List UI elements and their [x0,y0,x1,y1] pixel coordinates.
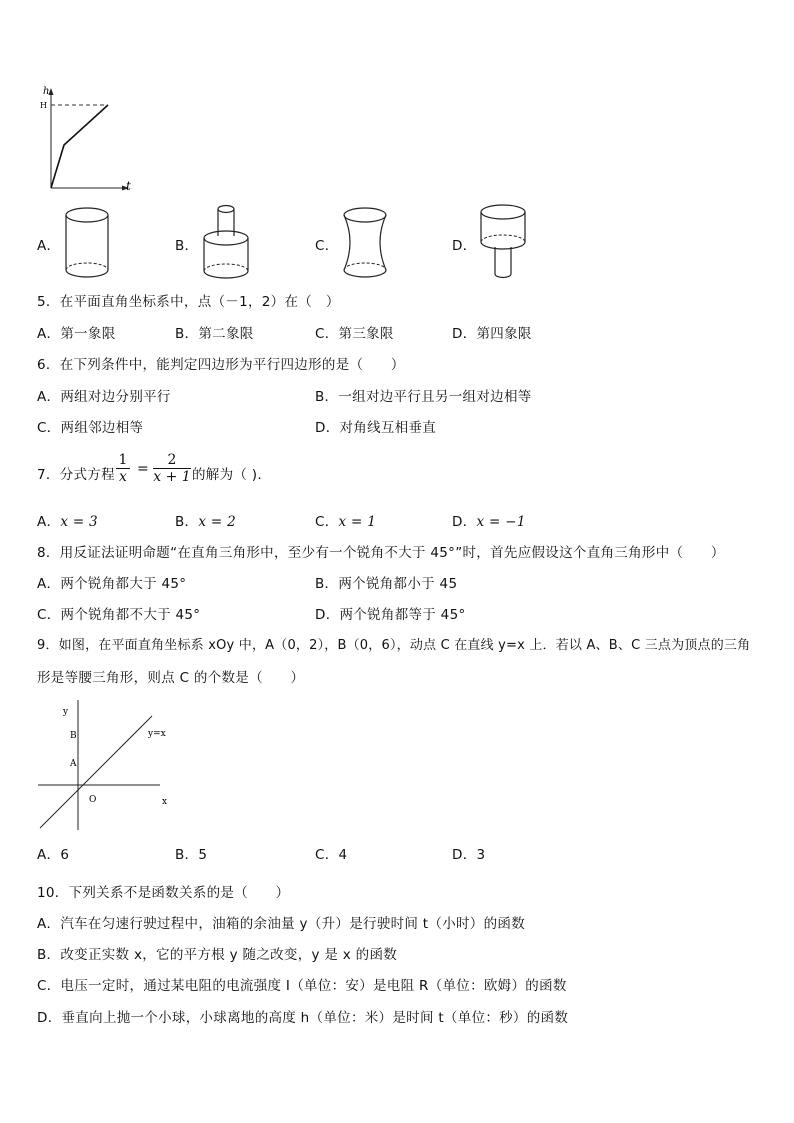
origin-label: O [89,795,97,805]
q9-stem-line2: 形是等腰三角形，则点 C 的个数是（ ） [37,670,305,686]
q6-stem: 6．在下列条件中，能判定四边形为平行四边形的是（ ） [37,357,405,373]
q8-option-c: C．两个锐角都不大于 45° [37,607,201,623]
t-axis-label: t [126,179,131,193]
stepped-container-narrow-top-icon [197,200,255,282]
q7-fraction-1 [116,452,130,485]
q9-option-c: C．4 [315,847,348,863]
q10-option-c: C．电压一定时，通过某电阻的电流强度 I（单位：安）是电阻 R（单位：欧姆）的函数 [37,978,567,994]
y-axis-label: y [63,707,69,717]
q7-suffix: 的解为（ ). [192,467,262,483]
q4-option-b-label: B． [175,238,199,254]
q7-option-a: A．x = 3 [37,514,98,530]
q5-option-b: B．第二象限 [175,326,254,342]
line-y-equals-x-label: y=x [148,729,166,739]
q8-option-b: B．两个锐角都小于 45 [315,576,458,592]
stepped-container-narrow-bottom-icon [474,202,532,282]
q10-option-a: A．汽车在匀速行驶过程中，油箱的余油量 y（升）是行驶时间 t（小时）的函数 [37,916,525,932]
q7-fraction-2 [153,452,191,485]
q6-option-b: B．一组对边平行且另一组对边相等 [315,389,532,405]
fraction-denominator: x + 1 [153,469,191,485]
q4-option-d-label: D． [452,238,477,254]
q10-stem: 10．下列关系不是函数关系的是（ ） [37,885,290,901]
q5-option-d: D．第四象限 [452,326,532,342]
q8-option-d: D．两个锐角都等于 45° [315,607,466,623]
q6-option-d: D．对角线互相垂直 [315,420,437,436]
H-label: H [40,101,47,110]
q7-prefix: 7．分式方程 [37,467,115,483]
q8-stem: 8．用反证法证明命题“在直角三角形中，至少有一个锐角不大于 45°”时，首先应假设这个直角三角形中（ ） [37,545,725,561]
q7-equals: = [137,461,149,477]
q6-option-a: A．两组对边分别平行 [37,389,171,405]
q9-coordinate-graph [34,696,174,832]
q9-stem-line1: 9．如图，在平面直角坐标系 xOy 中，A（0，2），B（0，6），动点 C 在直线 y=x 上．若以 A、B、C 三点为顶点的三角 [37,638,751,653]
q4-option-c-label: C． [315,238,339,254]
x-axis-label: x [162,797,168,807]
q7-option-c: C．x = 1 [315,514,377,530]
height-time-graph [30,84,140,196]
q5-option-a: A．第一象限 [37,326,116,342]
h-axis-label: h [43,86,50,97]
q9-option-b: B．5 [175,847,208,863]
q8-option-a: A．两个锐角都大于 45° [37,576,187,592]
hourglass-container-icon [338,204,392,280]
point-a-label: A [70,759,77,769]
q9-option-a: A．6 [37,847,70,863]
fraction-denominator: x [119,469,127,485]
fraction-numerator: 1 [118,452,128,468]
q7-option-b: B．x = 2 [175,514,236,530]
point-b-label: B [70,731,77,741]
q10-option-b: B．改变正实数 x，它的平方根 y 随之改变，y 是 x 的函数 [37,947,398,963]
q9-option-d: D．3 [452,847,486,863]
q5-stem: 5．在平面直角坐标系中，点（－1，2）在（ ） [37,294,340,310]
q4-option-a-label: A． [37,238,61,254]
q6-option-c: C．两组邻边相等 [37,420,144,436]
q5-option-c: C．第三象限 [315,326,394,342]
q7-option-d: D．x = −1 [452,514,526,530]
cylinder-container-icon [60,204,114,280]
q10-option-d: D．垂直向上抛一个小球，小球离地的高度 h（单位：米）是时间 t（单位：秒）的函数 [37,1010,569,1026]
fraction-numerator: 2 [167,452,177,468]
